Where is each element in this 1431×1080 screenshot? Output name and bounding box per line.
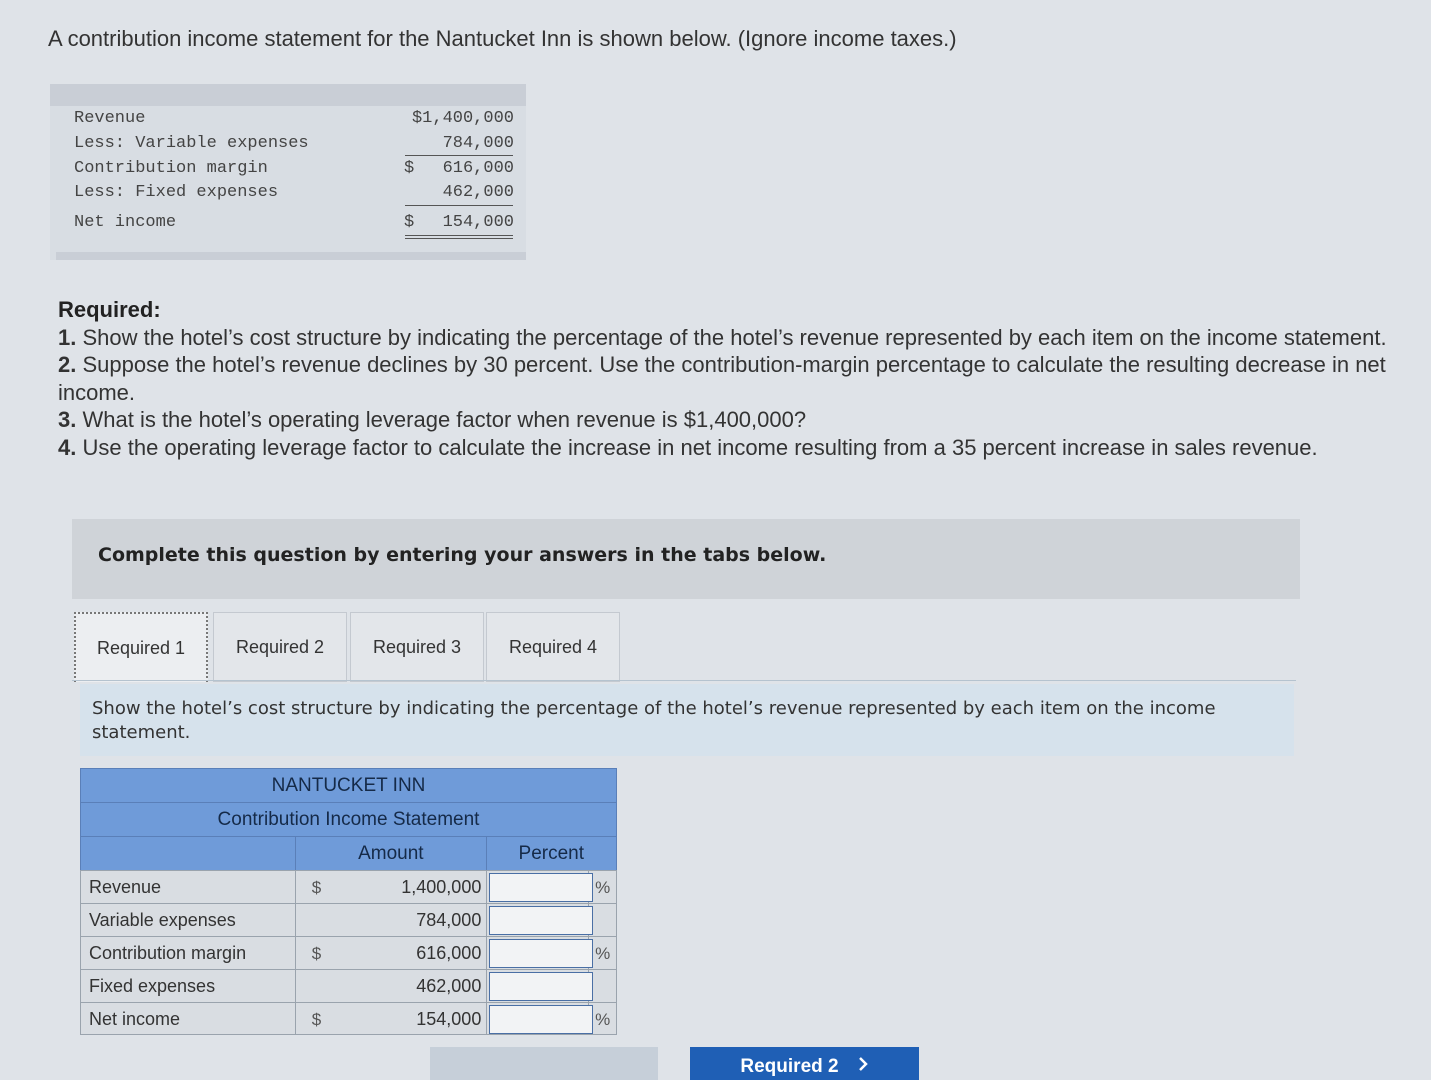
row-dollar: $	[295, 871, 324, 903]
statement-bottom-bar	[56, 252, 526, 260]
row-amount: 784,000	[416, 910, 482, 930]
chevron-right-icon	[857, 1056, 869, 1078]
percent-input-variable-expenses[interactable]	[489, 906, 593, 935]
table-row	[80, 870, 617, 903]
tab-required-2[interactable]: Required 2	[213, 612, 347, 682]
required-item: 3. What is the hotel’s operating leverage factor when revenue is $1,400,000?	[58, 407, 807, 432]
answer-table	[80, 768, 617, 1035]
row-label: Fixed expenses	[80, 970, 295, 1002]
percent-input-revenue[interactable]	[489, 873, 593, 902]
percent-sign: %	[588, 871, 617, 903]
percent-cell	[486, 970, 588, 1002]
percent-sign: %	[588, 1003, 617, 1034]
statement-label: Revenue	[74, 109, 146, 128]
table-row	[80, 903, 617, 936]
statement-value: 154,000	[442, 213, 514, 232]
tab-required-1[interactable]: Required 1	[74, 612, 208, 682]
row-amount: 154,000	[416, 1009, 482, 1029]
row-label: Variable expenses	[80, 904, 295, 936]
statement-label: Less: Variable expenses	[74, 134, 309, 153]
header-blank	[81, 837, 295, 871]
percent-sign: %	[588, 937, 617, 969]
statement-underline	[405, 155, 513, 156]
statement-double-underline	[405, 235, 513, 239]
prev-button-faded	[430, 1047, 658, 1080]
statement-value: 462,000	[442, 183, 514, 202]
instructions-banner	[72, 519, 1300, 599]
table-row	[80, 1002, 617, 1035]
row-dollar	[295, 904, 324, 936]
required-item: 2. Suppose the hotel’s revenue declines by 30 percent. Use the contribution-margin percentage to calculate the resulting decrease in net income.	[58, 352, 1386, 405]
table-column-headers	[80, 836, 617, 870]
required-item: 1. Show the hotel’s cost structure by indicating the percentage of the hotel’s revenue represented by each item on the income statement.	[58, 324, 1387, 350]
statement-value: 616,000	[442, 159, 514, 178]
statement-underline	[405, 205, 513, 206]
row-amount: 1,400,000	[401, 877, 482, 897]
tab-instruction	[80, 684, 1294, 756]
row-dollar: $	[295, 1003, 324, 1034]
tab-required-3[interactable]: Required 3	[350, 612, 484, 682]
row-label: Contribution margin	[80, 937, 295, 969]
required-heading: Required:	[58, 297, 161, 322]
row-dollar	[295, 970, 324, 1002]
header-percent: Percent	[486, 837, 616, 871]
statement-top-bar	[50, 84, 526, 106]
row-label: Net income	[80, 1003, 295, 1034]
statement-dollar: $	[404, 213, 415, 232]
header-amount: Amount	[295, 837, 485, 871]
percent-cell	[486, 1003, 588, 1034]
statement-value: $1,400,000	[411, 109, 514, 128]
required-item: 4. Use the operating leverage factor to calculate the increase in net income resulting from a 35 percent increase in sales revenue.	[58, 434, 1318, 460]
percent-input-net-income[interactable]	[489, 1005, 593, 1034]
row-amount: 616,000	[416, 943, 482, 963]
tab-divider	[72, 680, 1296, 681]
table-row	[80, 936, 617, 969]
next-required-button[interactable]	[690, 1047, 919, 1080]
row-dollar: $	[295, 937, 324, 969]
percent-cell	[486, 937, 588, 969]
table-title: NANTUCKET INN	[80, 768, 617, 802]
statement-label: Less: Fixed expenses	[74, 183, 279, 202]
banner-text: Complete this question by entering your answers in the tabs below.	[98, 544, 827, 566]
percent-input-contribution-margin[interactable]	[489, 939, 593, 968]
required-section	[58, 296, 1428, 461]
table-row	[80, 969, 617, 1002]
tab-required-4[interactable]: Required 4	[486, 612, 620, 682]
statement-value: 784,000	[442, 134, 514, 153]
row-amount: 462,000	[416, 976, 482, 996]
income-statement	[50, 84, 526, 260]
table-subtitle: Contribution Income Statement	[80, 802, 617, 836]
statement-dollar: $	[404, 159, 415, 178]
instruction-text: Show the hotel’s cost structure by indicating the percentage of the hotel’s revenue represented by each item on the income statement.	[92, 698, 1216, 743]
next-button-label: Required 2	[740, 1056, 839, 1077]
statement-label: Contribution margin	[74, 159, 268, 178]
row-label: Revenue	[80, 871, 295, 903]
percent-cell	[486, 904, 588, 936]
percent-cell	[486, 871, 588, 903]
statement-label: Net income	[74, 213, 177, 232]
problem-intro: A contribution income statement for the Nantucket Inn is shown below. (Ignore income taxes.)	[48, 26, 957, 51]
percent-input-fixed-expenses[interactable]	[489, 972, 593, 1001]
